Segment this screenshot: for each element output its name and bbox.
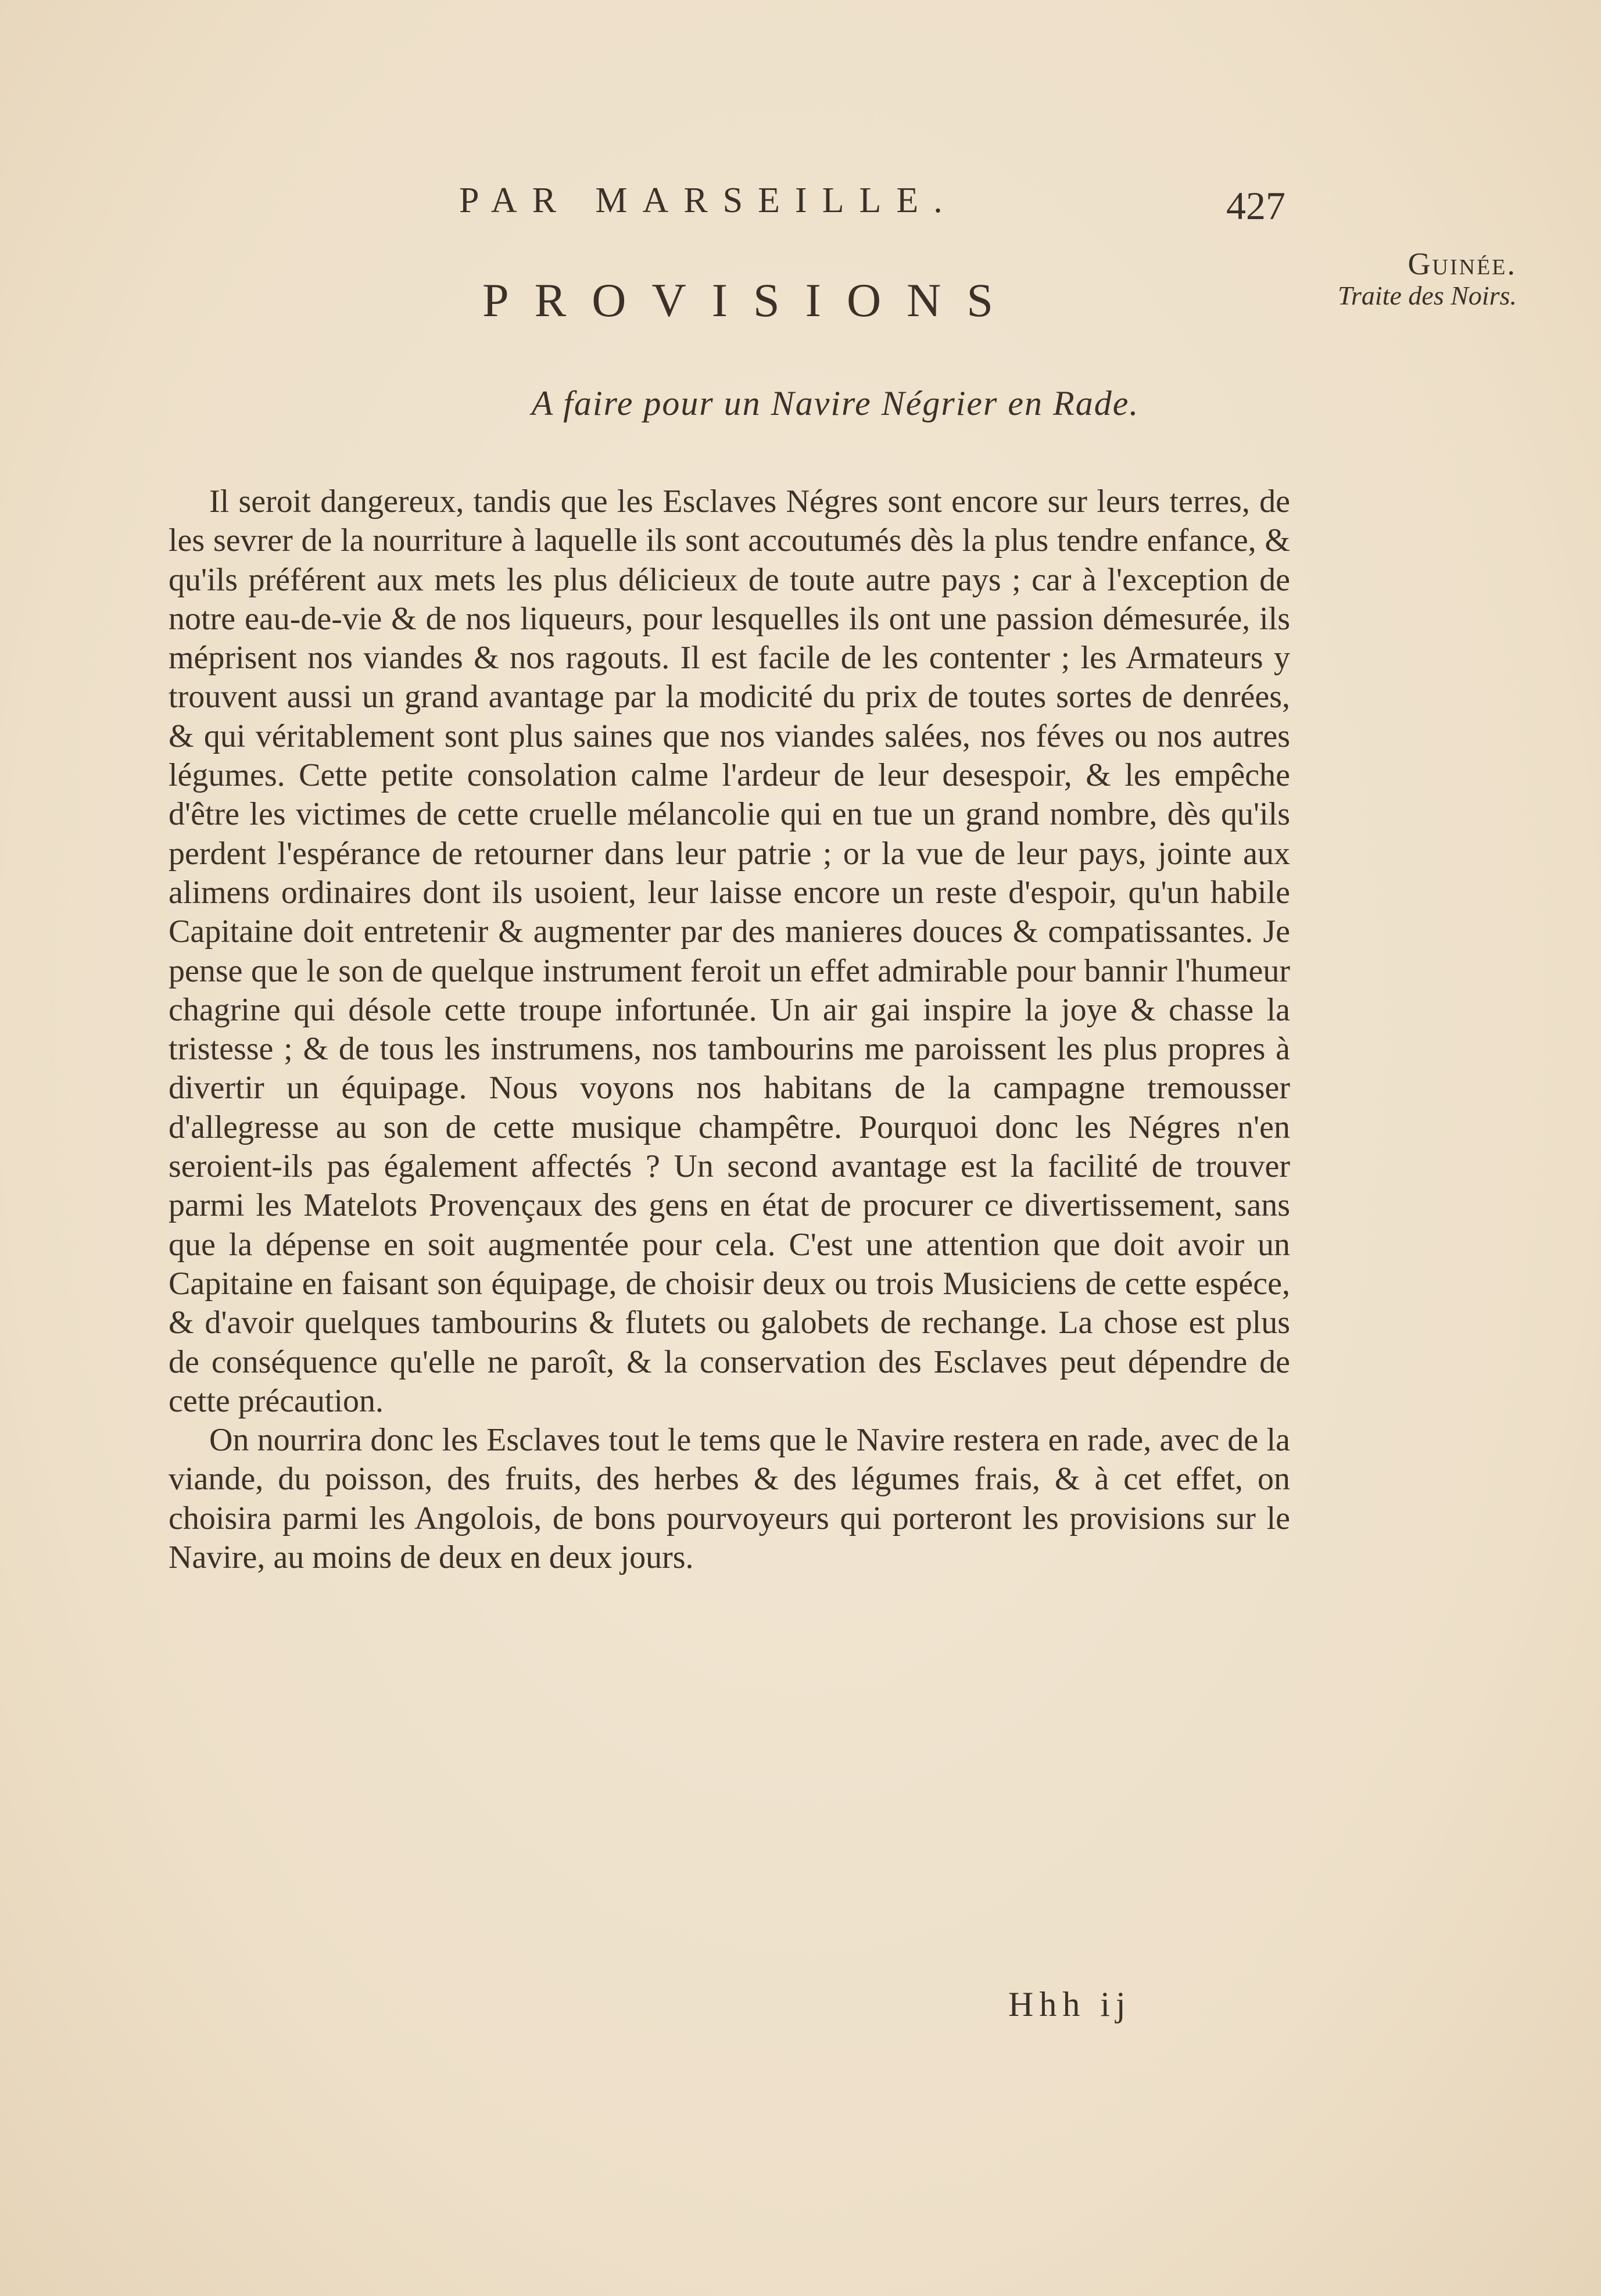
paragraph: On nourrira donc les Esclaves tout le tems que le Navire restera en rade, avec de la viande, du poisson, des fruits, des herbes & des légumes frais, & à cet effet, on choisira parmi les Angolois, de bons pourvoyeurs qui porteront les provisions sur le Navire, au moins de deux en deux jours.	[169, 1422, 1290, 1576]
section-title: PROVISIONS	[482, 274, 1019, 327]
body-text	[169, 482, 1290, 1577]
section-subtitle-wrap	[0, 384, 1601, 424]
margin-note	[1296, 247, 1517, 311]
section-subtitle: A faire pour un Navire Négrier en Rade.	[531, 384, 1140, 422]
running-head: PAR MARSEILLE.	[459, 181, 958, 220]
signature-mark: Hhh ij	[1008, 1985, 1131, 2023]
page-number: 427	[1226, 184, 1285, 228]
paragraph: Il seroit dangereux, tandis que les Esclaves Négres sont encore sur leurs terres, de les sevrer de la nourriture à laquelle ils sont accoutumés dès la plus tendre enfance, & qu'ils préférent aux mets les plus délicieux de toute autre pays ; car à l'exception de notre eau-de-vie & de nos liqueurs, pour lesquelles ils ont une passion démesurée, ils méprisent nos viandes & nos ragouts. Il est facile de les contenter ; les Armateurs y trouvent aussi un grand avantage par la modicité du prix de toutes sortes de denrées, & qui véritablement sont plus saines que nos viandes salées, nos féves ou nos autres légumes. Cette petite consolation calme l'ardeur de leur desespoir, & les empêche d'être les victimes de cette cruelle mélancolie qui en tue un grand nombre, dès qu'ils perdent l'espérance de retourner dans leur patrie ; or la vue de leur pays, jointe aux alimens ordinaires dont ils usoient, leur laisse encore un reste d'espoir, qu'un habile Capitaine doit entretenir & augmenter par des manieres douces & compatissantes. Je pense que le son de quelque instrument feroit un effet admirable pour bannir l'humeur chagrine qui désole cette troupe infortunée. Un air gai inspire la joye & chasse la tristesse ; & de tous les instrumens, nos tambourins me paroissent les plus propres à divertir un équipage. Nous voyons nos habitans de la campagne tremousser d'allegresse au son de cette musique champêtre. Pourquoi donc les Négres n'en seroient-ils pas également affectés ? Un second avantage est la facilité de trouver parmi les Matelots Provençaux des gens en état de procurer ce divertissement, sans que la dépense en soit augmentée pour cela. C'est une attention que doit avoir un Capitaine en faisant son équipage, de choisir deux ou trois Musiciens de cette espéce, & d'avoir quelques tambourins & flutets ou galobets de rechange. La chose est plus de conséquence qu'elle ne paroît, & la conservation des Esclaves peut dépendre de cette précaution.	[169, 483, 1290, 1419]
margin-note-topic: Traite des Noirs.	[1337, 281, 1517, 311]
margin-note-place: Guinée.	[1407, 246, 1517, 281]
